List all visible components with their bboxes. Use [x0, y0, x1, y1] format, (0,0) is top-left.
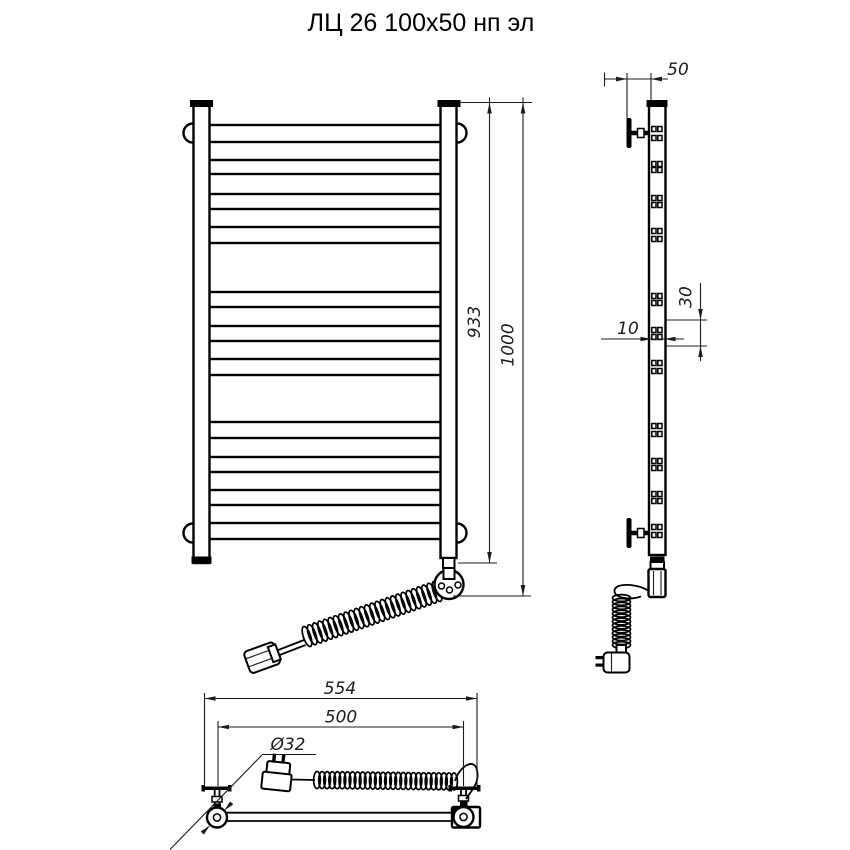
- dim-label-30: 30: [676, 286, 697, 308]
- side-view: [596, 73, 668, 673]
- left-post-bottom-cap: [192, 557, 212, 564]
- power-plug-bottom: [261, 753, 294, 792]
- dim-10: [601, 319, 684, 341]
- left-post: [194, 103, 210, 563]
- front-rungs: [201, 125, 449, 539]
- power-plug-front: [243, 641, 282, 674]
- heating-element-side: [649, 557, 666, 598]
- bottom-view: [202, 753, 481, 828]
- dimensions: [170, 60, 707, 850]
- front-view: [184, 100, 467, 674]
- dim-1000: [453, 98, 531, 597]
- bottom-coil-cable: [314, 771, 458, 790]
- dim-label-500: 500: [324, 707, 358, 728]
- wall-bracket-side-bottom: [627, 518, 650, 548]
- right-post-top-cap: [438, 100, 461, 107]
- dim-30: [667, 283, 708, 361]
- heater-neck: [443, 558, 455, 568]
- dim-label-1000: 1000: [498, 323, 519, 367]
- wall-bracket-bottom-right: [449, 785, 481, 808]
- power-plug-side: [596, 645, 630, 673]
- left-post-top-cap: [190, 100, 213, 107]
- front-coil-cable: [300, 580, 444, 647]
- right-post: [441, 103, 457, 558]
- dim-933: [458, 98, 497, 564]
- pipe-section-right: [454, 807, 474, 827]
- page-title: ЛЦ 26 100x50 нп эл: [307, 9, 535, 37]
- dim-label-50: 50: [667, 60, 689, 80]
- pipe-section-left: [207, 808, 227, 828]
- side-coil-cable: [613, 595, 631, 649]
- dim-label-10: 10: [617, 319, 639, 339]
- dim-label-554: 554: [323, 679, 357, 699]
- wall-bracket-side-top: [627, 118, 650, 148]
- cable-loop-side: [614, 585, 648, 599]
- dim-554: [205, 679, 478, 786]
- wall-bracket-bottom-left: [202, 785, 232, 810]
- dim-label-933: 933: [465, 305, 485, 339]
- dim-label-diameter-32: Ø32: [270, 735, 306, 755]
- heating-element-front: [435, 568, 464, 599]
- dim-diameter-32: [170, 735, 316, 850]
- side-top-cap: [647, 100, 668, 107]
- dim-50: [604, 60, 689, 81]
